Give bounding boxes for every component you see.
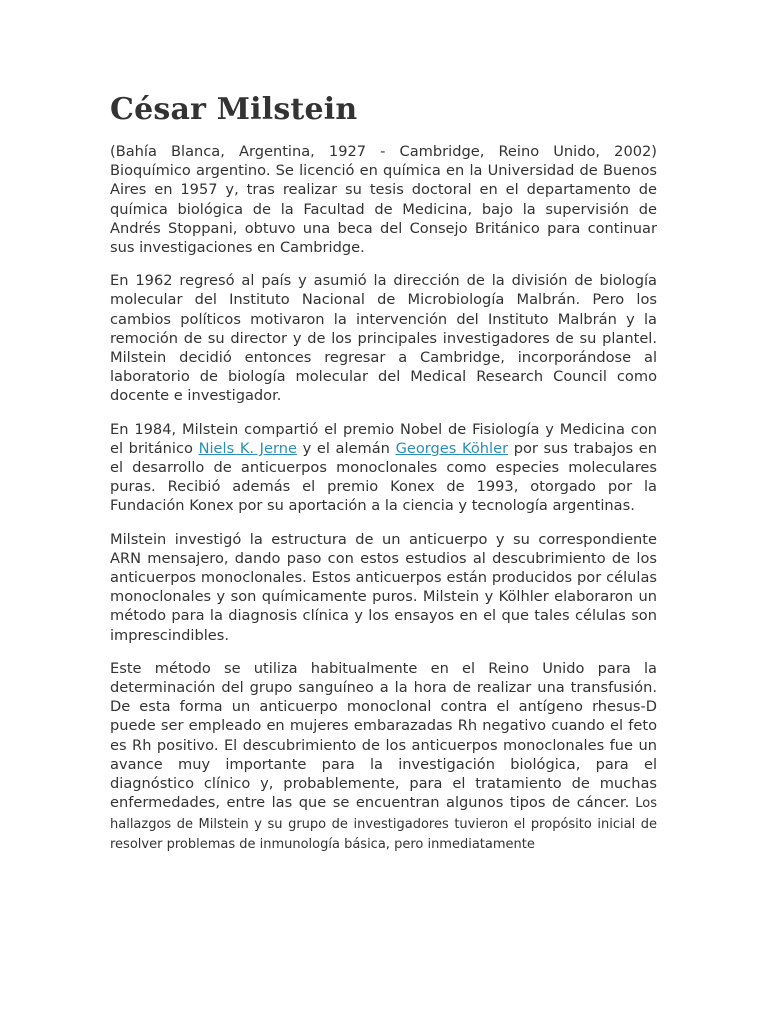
method-usage-text: Este método se utiliza habitualmente en el Reino Unido para la determinación del grupo sanguíneo a la hora de realizar una transfusión. De esta forma un anticuerpo monoclonal contra el antígeno rhesus-D puede ser empleado en mujeres embarazadas Rh negativo cuando el feto es Rh positivo. El descubrimiento de los anticuerpos monoclonales fue un avance muy importante para la investigación biológica, para el diagnóstico clínico y, probablemente, para el tratamiento de muchas enfermedades, entre las que se encuentran algunos tipos de cáncer.: [110, 659, 657, 812]
document-page: [110, 90, 657, 868]
paragraph-biography-intro: (Bahía Blanca, Argentina, 1927 - Cambridge, Reino Unido, 2002) Bioquímico argentino. Se licenció en química en la Universidad de Buenos Aires en 1957 y, tras realizar su tesis doctoral en el departamento de química biológica de la Facultad de Medicina, bajo la supervisión de Andrés Stoppani, obtuvo una beca del Consejo Británico para continuar sus investigaciones en Cambridge.: [110, 143, 657, 257]
paragraph-method-usage: [110, 659, 657, 854]
link-niels-jerne[interactable]: Niels K. Jerne: [198, 439, 297, 457]
nobel-text-end: por sus trabajos en el desarrollo de anticuerpos monoclonales como especies moleculares puras. Recibió además el premio Konex de 1993, otorgado por la Fundación Konex por su aportación a la ciencia y tecnología argentinas.: [110, 439, 657, 515]
paragraph-nobel-prize: [110, 420, 657, 516]
nobel-text-start: En 1984, Milstein compartió el premio Nobel de Fisiología y Medicina con el británico: [110, 420, 657, 457]
nobel-text-middle: y el alemán: [296, 439, 396, 457]
paragraph-antibody-research: Milstein investigó la estructura de un anticuerpo y su correspondiente ARN mensajero, dando paso con estos estudios al descubrimiento de los anticuerpos monoclonales. Estos anticuerpos están producidos por células monoclonales y son químicamente puros. Milstein y Kölhler elaboraron un método para la diagnosis clínica y los ensayos en el que tales células son imprescindibles.: [110, 530, 657, 644]
page-title: César Milstein: [110, 92, 358, 127]
paragraph-return-argentina: En 1962 regresó al país y asumió la dirección de la división de biología molecular del Instituto Nacional de Microbiología Malbrán. Pero los cambios políticos motivaron la intervención del Instituto Malbrán y la remoción de su director y de los principales investigadores de su plantel. Milstein decidió entonces regresar a Cambridge, incorporándose al laboratorio de biología molecular del Medical Research Council como docente e investigador.: [110, 272, 657, 405]
link-georges-kohler[interactable]: Georges Köhler: [395, 439, 509, 457]
method-usage-small-text: Los hallazgos de Milstein y su grupo de investigadores tuvieron el propósito inicial de resolver problemas de inmunología básica, pero inmediatamente: [110, 796, 657, 852]
